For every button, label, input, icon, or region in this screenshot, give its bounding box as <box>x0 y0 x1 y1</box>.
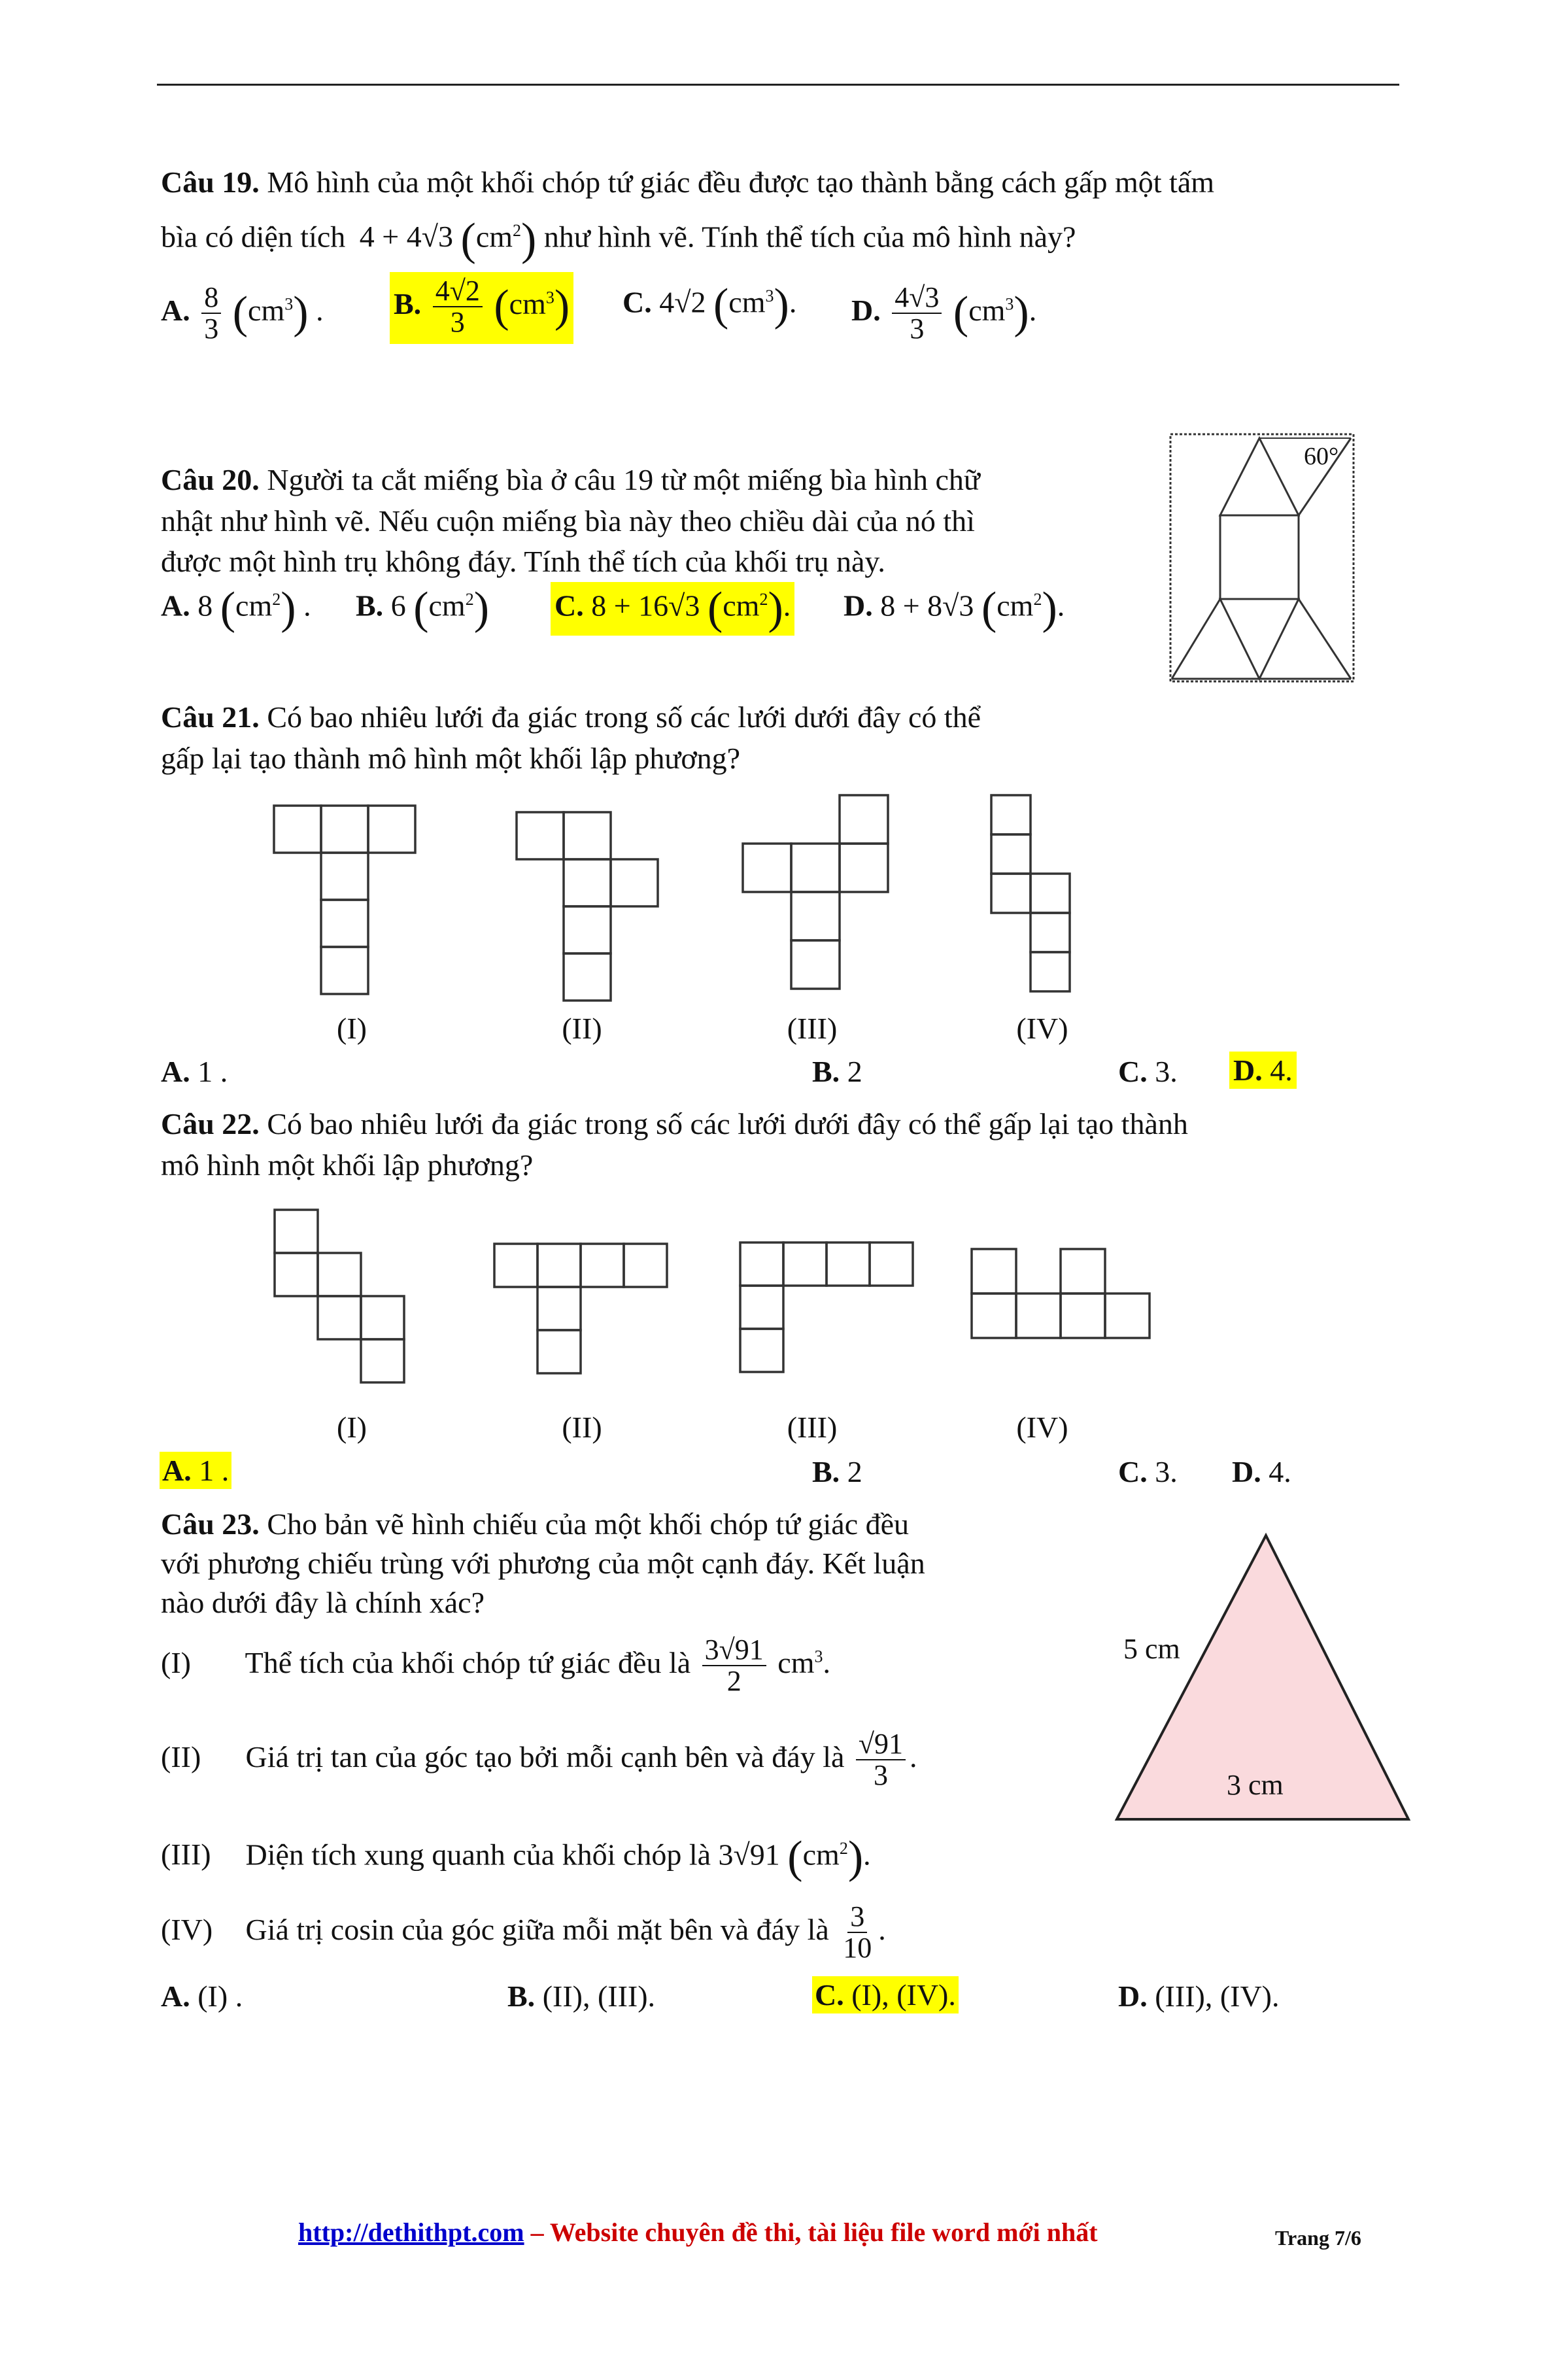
q22-line2: mô hình một khối lập phương? <box>161 1148 534 1182</box>
q20-angle-label: 60° <box>1304 443 1339 470</box>
q21-label-3: (III) <box>787 1012 838 1045</box>
footer-tagline: – Website chuyên đề thi, tài liệu file word mới nhất <box>524 2218 1098 2247</box>
q20-option-a[interactable]: A. 8 $(cm^2)$ . <box>161 583 311 634</box>
q22-label-1: (I) <box>337 1411 367 1444</box>
q22-net-4 <box>969 1246 1159 1351</box>
q21-net-1 <box>271 803 422 1006</box>
q23-statement-4: (IV) Giá trị cosin của góc giữa mỗi mặt bên và đáy là $\frac{3}{10}$ . <box>161 1900 886 1964</box>
q23-statement-1: (I) Thể tích của khối chóp tứ giác đều là $\frac{3√91}{2}$ $cm^3$. <box>161 1634 830 1698</box>
q21-label-1: (I) <box>337 1012 367 1045</box>
q22-option-a[interactable]: A. 1 . <box>160 1452 231 1489</box>
q23-option-a[interactable]: A. (I) . <box>161 1979 243 2013</box>
q22-net-1 <box>272 1207 416 1397</box>
q23-line3: nào dưới đây là chính xác? <box>161 1586 485 1619</box>
q21-net-4 <box>989 793 1080 1002</box>
q20-outer-rect <box>1170 434 1354 681</box>
q22-option-d[interactable]: D. 4. <box>1232 1455 1291 1488</box>
q21-number: Câu 21. <box>161 700 260 734</box>
q20-top-triangle <box>1220 438 1299 515</box>
q20-option-b[interactable]: B. 6 $(cm^2)$ <box>356 583 490 634</box>
q23-triangle-figure <box>1112 1530 1419 1838</box>
footer-link[interactable]: http://dethithpt.com <box>298 2218 524 2247</box>
q20-line2: nhật như hình vẽ. Nếu cuộn miếng bìa này theo chiều dài của nó thì <box>161 504 975 538</box>
page-number: Trang 7/6 <box>1275 2226 1361 2250</box>
q19-text: Mô hình của một khối chóp tứ giác đều được tạo thành bằng cách gấp một tấm <box>267 165 1215 199</box>
q21-option-b[interactable]: B. 2 <box>812 1055 862 1088</box>
q22-line1: Câu 22. Có bao nhiêu lưới đa giác trong số các lưới dưới đây có thể gấp lại tạo thành <box>161 1107 1188 1140</box>
q20-option-d[interactable]: D. 8 + 8√3 $(cm^2)$. <box>844 583 1065 634</box>
q22-number: Câu 22. <box>161 1107 260 1140</box>
q22-option-b[interactable]: B. 2 <box>812 1455 862 1488</box>
q22-net-2 <box>492 1241 675 1392</box>
footer <box>298 2217 1098 2248</box>
q20-figure <box>1168 432 1357 687</box>
q22-net-3 <box>738 1240 921 1390</box>
q19-unit: cm <box>475 220 513 254</box>
q23-side-label: 5 cm <box>1123 1633 1180 1665</box>
q22-label-2: (II) <box>562 1411 602 1444</box>
q20-number: Câu 20. <box>161 463 260 496</box>
q19-text-post: như hình vẽ. Tính thể tích của mô hình này? <box>543 220 1076 254</box>
q21-label-4: (IV) <box>1016 1012 1068 1045</box>
q20-bottom-triangles <box>1220 599 1299 679</box>
q19-line1 <box>161 162 1214 203</box>
q22-label-3: (III) <box>787 1411 838 1444</box>
top-rule <box>157 84 1399 86</box>
q23-statement-3: (III) Diện tích xung quanh của khối chóp là 3√91 $(cm^2)$. <box>161 1832 871 1883</box>
q23-base-label: 3 cm <box>1227 1769 1284 1801</box>
q23-line2: với phương chiếu trùng với phương của một cạnh đáy. Kết luận <box>161 1547 925 1580</box>
q21-net-3 <box>741 793 898 995</box>
q21-option-c[interactable]: C. 3. <box>1118 1055 1178 1088</box>
q22-label-4: (IV) <box>1016 1411 1068 1444</box>
q20-line1: Câu 20. Người ta cắt miếng bìa ở câu 19 từ một miếng bìa hình chữ <box>161 463 980 496</box>
q19-option-d[interactable]: D. $\frac{4√3}{3}$ $(cm^3)$. <box>851 281 1037 345</box>
q21-option-d[interactable]: D. 4. <box>1229 1052 1297 1089</box>
q19-area: 4 + 4√3 <box>359 220 453 254</box>
q19-option-b[interactable]: B. $\frac{4√2}{3}$ $(cm^3)$ <box>390 272 573 344</box>
q21-line1: Câu 21. Có bao nhiêu lưới đa giác trong số các lưới dưới đây có thể <box>161 700 981 734</box>
q21-line2: gấp lại tạo thành mô hình một khối lập phương? <box>161 742 741 775</box>
q19-number: Câu 19. <box>161 165 260 199</box>
q21-label-2: (II) <box>562 1012 602 1045</box>
q19-text-pre: bìa có diện tích <box>161 220 346 254</box>
q19-option-c[interactable]: C. 4√2 $(cm^3)$. <box>622 280 797 330</box>
q23-line1: Câu 23. Cho bản vẽ hình chiếu của một khối chóp tứ giác đều <box>161 1507 910 1541</box>
q21-option-a[interactable]: A. 1 . <box>161 1055 228 1088</box>
q20-option-c[interactable]: C. 8 + 16√3 $(cm^2)$. <box>551 582 794 636</box>
q19-option-a[interactable]: A. $\frac{8}{3}$ $(cm^3)$ . <box>161 281 324 345</box>
q23-option-c[interactable]: C. (I), (IV). <box>812 1976 959 2013</box>
q23-statement-2: (II) Giá trị tan của góc tạo bởi mỗi cạnh bên và đáy là $\frac{√91}{3}$ . <box>161 1728 917 1792</box>
q23-option-d[interactable]: D. (III), (IV). <box>1118 1979 1280 2013</box>
q20-square <box>1220 515 1299 599</box>
q23-number: Câu 23. <box>161 1507 260 1541</box>
q19-line2: bìa có diện tích 4 + 4√3 $(cm^2)$ như hình vẽ. Tính thể tích của mô hình này? <box>161 214 1076 265</box>
q22-option-c[interactable]: C. 3. <box>1118 1455 1178 1488</box>
q20-line3: được một hình trụ không đáy. Tính thể tích của khối trụ này. <box>161 545 885 578</box>
q21-net-2 <box>514 810 664 1006</box>
q23-option-b[interactable]: B. (II), (III). <box>507 1979 656 2013</box>
